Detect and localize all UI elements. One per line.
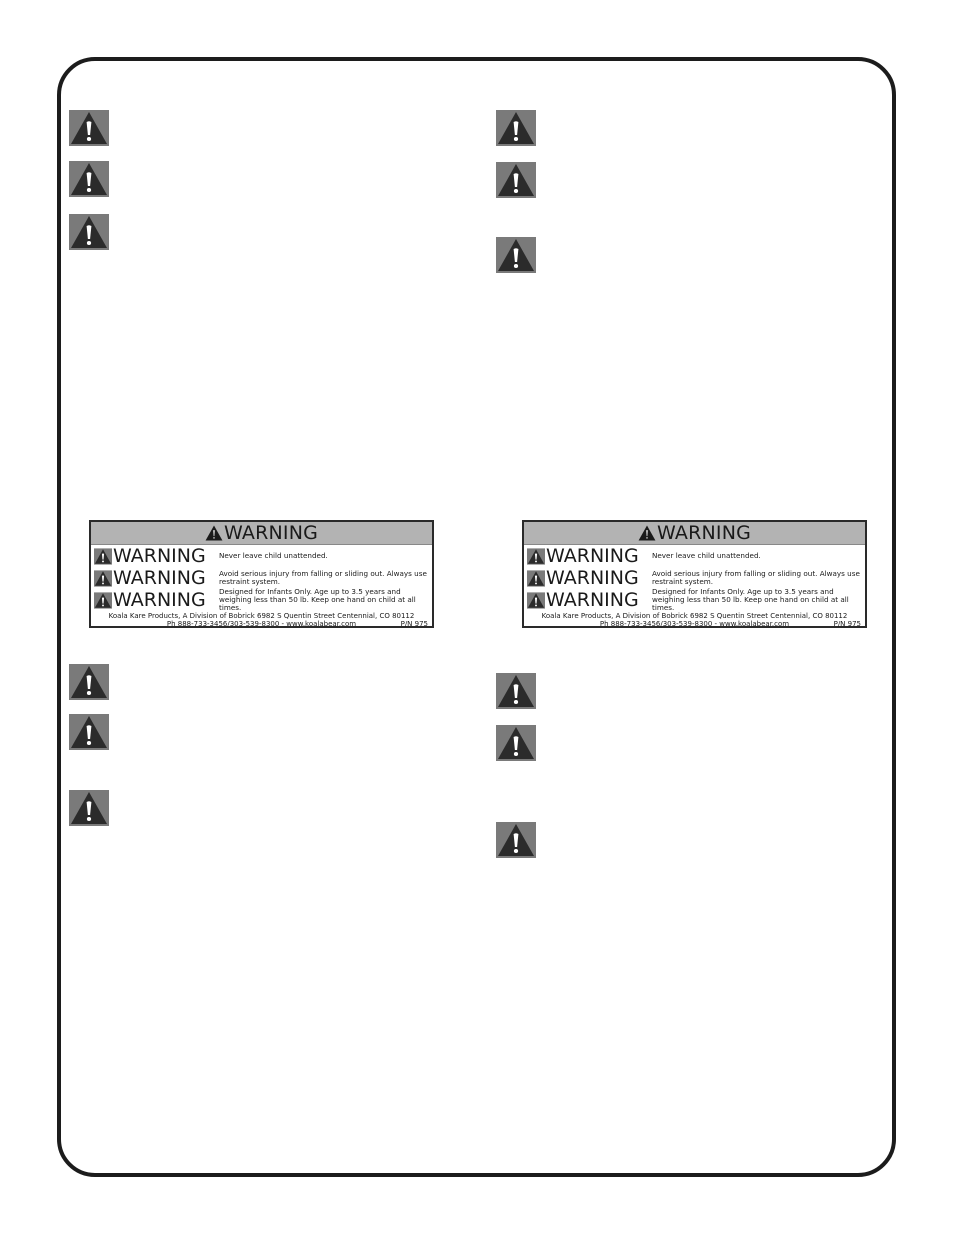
warning-label-left [89,520,434,628]
warning-triangle-icon [638,525,656,541]
warning-triangle-icon [527,548,545,565]
label-header [91,522,432,545]
warning-triangle-icon [496,237,536,273]
label-header-text: WARNING [656,522,752,544]
label-header-text: WARNING [223,522,319,544]
warning-triangle-icon [94,570,112,587]
label-row-text: Designed for Infants Only. Age up to 3.5 years and weighing less than 50 lb. Keep one hand on child at all times. [219,587,416,612]
warning-triangle-icon [69,790,109,826]
warning-triangle-icon [496,725,536,761]
warning-triangle-icon [69,161,109,197]
label-row-word: WARNING [113,567,206,589]
label-row-text: Designed for Infants Only. Age up to 3.5 years and weighing less than 50 lb. Keep one hand on child at all times. [652,587,849,612]
label-row [524,589,865,611]
warning-triangle-icon [496,162,536,198]
warning-triangle-icon [69,214,109,250]
label-footer [91,612,432,628]
label-footer-contact: Ph 888-733-3456/303-539-8300 - www.koalabear.com [599,620,790,628]
label-row-text: Never leave child unattended. [219,551,328,560]
warning-triangle-icon [527,592,545,609]
warning-triangle-icon [496,110,536,146]
label-row [91,545,432,567]
warning-triangle-icon [94,592,112,609]
label-row-word: WARNING [113,589,206,611]
warning-triangle-icon [205,525,223,541]
label-row [524,545,865,567]
label-row [91,567,432,589]
label-row-word: WARNING [113,545,206,567]
label-part-number: P/N 975 [400,620,428,628]
label-header [524,522,865,545]
label-row-word: WARNING [546,545,639,567]
label-footer-company: Koala Kare Products, A Division of Bobrick 6982 S Quentin Street Centennial, CO 80112 [541,612,848,620]
label-row-text: Never leave child unattended. [652,551,761,560]
label-row [524,567,865,589]
warning-triangle-icon [94,548,112,565]
warning-triangle-icon [69,664,109,700]
label-row-text: Avoid serious injury from falling or sliding out. Always use restraint system. [219,569,427,586]
warning-triangle-icon [496,822,536,858]
warning-triangle-icon [496,673,536,709]
warning-label-right [522,520,867,628]
label-row-word: WARNING [546,567,639,589]
label-part-number: P/N 975 [833,620,861,628]
label-row [91,589,432,611]
warning-triangle-icon [527,570,545,587]
label-footer-contact: Ph 888-733-3456/303-539-8300 - www.koalabear.com [166,620,357,628]
label-footer-company: Koala Kare Products, A Division of Bobrick 6982 S Quentin Street Centennial, CO 80112 [108,612,415,620]
warning-triangle-icon [69,110,109,146]
label-row-text: Avoid serious injury from falling or sliding out. Always use restraint system. [652,569,860,586]
label-footer [524,612,865,628]
warning-triangle-icon [69,714,109,750]
label-row-word: WARNING [546,589,639,611]
